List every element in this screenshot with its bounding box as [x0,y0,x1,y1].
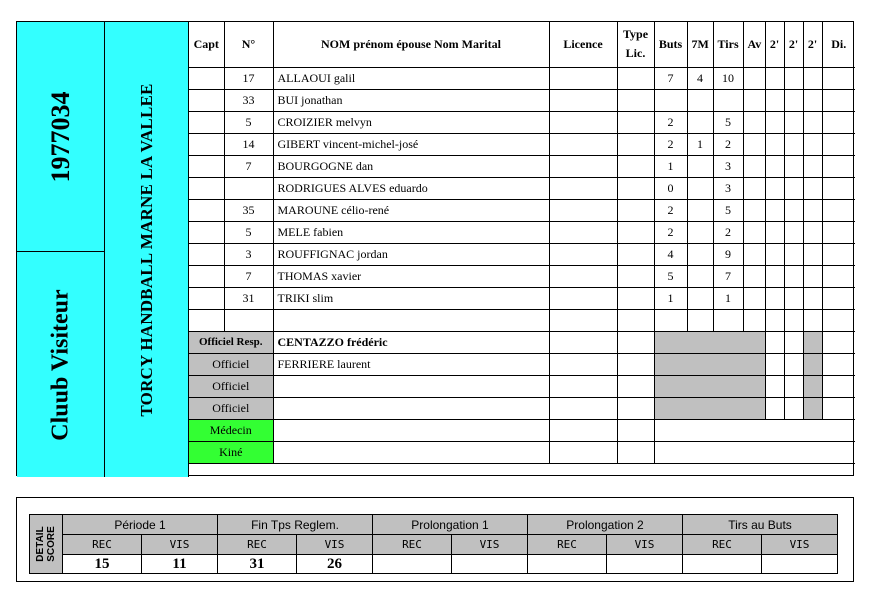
club-visitor-label: Cluub Visiteur [47,288,73,441]
player-number[interactable]: 7 [224,155,273,177]
player-row [189,67,855,89]
disabled-cell [654,375,765,397]
sevenm-cell[interactable] [687,177,713,199]
buts-cell[interactable]: 5 [654,265,687,287]
two-min-cell[interactable] [803,287,822,309]
di-cell[interactable] [822,155,855,177]
av-cell[interactable] [743,221,765,243]
di-cell[interactable] [822,331,855,353]
buts-cell[interactable]: 4 [654,243,687,265]
type-lic-cell[interactable] [617,221,654,243]
two-min-cell[interactable] [784,331,803,353]
player-row [189,265,855,287]
player-number[interactable] [224,177,273,199]
player-row [189,221,855,243]
av-cell[interactable] [743,265,765,287]
buts-cell[interactable]: 1 [654,287,687,309]
av-cell[interactable] [743,111,765,133]
licence-cell[interactable] [549,265,617,287]
club-code-panel [17,22,105,252]
sevenm-cell[interactable] [687,243,713,265]
capt-cell[interactable] [189,199,224,221]
av-cell[interactable] [743,199,765,221]
two-min-cell[interactable] [765,375,784,397]
detail-label-line2: SCORE [46,526,57,562]
tirs-cell[interactable]: 5 [713,199,743,221]
player-name[interactable]: ALLAOUI galil [273,67,549,89]
header-7m: 7M [687,22,713,67]
player-name[interactable]: RODRIGUES ALVES eduardo [273,177,549,199]
score-rec-value[interactable] [373,555,452,574]
header-di: Di. [822,22,855,67]
buts-cell[interactable]: 2 [654,133,687,155]
licence-cell[interactable] [549,133,617,155]
score-vis-value[interactable] [762,555,838,574]
two-min-cell[interactable] [784,67,803,89]
av-cell[interactable] [743,287,765,309]
official-row [189,331,855,353]
disabled-cell [803,353,822,375]
official-row [189,375,855,397]
disabled-cell [654,353,765,375]
score-rec-value[interactable] [683,555,762,574]
empty-cell[interactable] [713,309,743,331]
two-min-cell[interactable] [765,287,784,309]
club-code: 1977034 [45,91,75,182]
tirs-cell[interactable]: 5 [713,111,743,133]
player-number[interactable]: 3 [224,243,273,265]
tirs-cell[interactable]: 7 [713,265,743,287]
staff-row [189,419,855,441]
two-min-cell[interactable] [765,265,784,287]
av-cell[interactable] [743,177,765,199]
official-row [189,397,855,419]
type-lic-cell[interactable] [617,419,654,441]
sevenm-cell[interactable] [687,287,713,309]
official-name[interactable] [273,397,549,419]
di-cell[interactable] [822,243,855,265]
type-lic-cell[interactable] [617,67,654,89]
player-number[interactable]: 14 [224,133,273,155]
licence-cell[interactable] [549,177,617,199]
period-header: Prolongation 1 [373,515,528,535]
buts-cell[interactable]: 0 [654,177,687,199]
tirs-cell[interactable]: 1 [713,287,743,309]
player-row [189,243,855,265]
player-row [189,133,855,155]
sevenm-cell[interactable]: 1 [687,133,713,155]
type-lic-cell[interactable] [617,111,654,133]
staff-row [189,441,855,463]
type-lic-cell[interactable] [617,287,654,309]
vis-label: VIS [607,535,683,555]
player-row [189,177,855,199]
two-min-cell[interactable] [803,199,822,221]
disabled-cell [803,397,822,419]
header-av: Av [743,22,765,67]
two-min-cell[interactable] [765,353,784,375]
empty-row [189,309,855,331]
two-min-cell[interactable] [784,133,803,155]
official-name[interactable]: CENTAZZO frédéric [273,331,549,353]
player-row [189,155,855,177]
two-min-cell[interactable] [765,133,784,155]
player-name[interactable]: GIBERT vincent-michel-josé [273,133,549,155]
score-vis-value[interactable]: 26 [297,555,373,574]
empty-cell[interactable] [784,309,803,331]
disabled-cell [654,397,765,419]
detail-label-line1: DETAIL [35,526,46,562]
av-cell[interactable] [743,89,765,111]
av-cell[interactable] [743,67,765,89]
two-min-cell[interactable] [803,111,822,133]
period-header: Période 1 [63,515,218,535]
period-header: Tirs au Buts [683,515,838,535]
empty-cell[interactable] [549,309,617,331]
player-row [189,287,855,309]
detail-score-label-cell [30,515,63,574]
two-min-cell[interactable] [765,111,784,133]
score-vis-value[interactable] [607,555,683,574]
licence-cell[interactable] [549,441,617,463]
tirs-cell[interactable]: 10 [713,67,743,89]
two-min-cell[interactable] [803,67,822,89]
sevenm-cell[interactable] [687,221,713,243]
rec-label: REC [218,535,297,555]
capt-cell[interactable] [189,89,224,111]
licence-cell[interactable] [549,199,617,221]
period-header: Fin Tps Reglem. [218,515,373,535]
buts-cell[interactable]: 7 [654,67,687,89]
player-name[interactable]: CROIZIER melvyn [273,111,549,133]
official-label: Officiel Resp. [189,331,273,353]
official-row [189,353,855,375]
sevenm-cell[interactable] [687,155,713,177]
disabled-cell [654,331,765,353]
type-lic-cell[interactable] [617,177,654,199]
di-cell[interactable] [822,133,855,155]
di-cell[interactable] [822,111,855,133]
two-min-cell[interactable] [784,199,803,221]
player-number[interactable]: 7 [224,265,273,287]
empty-cell[interactable] [687,309,713,331]
sevenm-cell[interactable] [687,89,713,111]
type-lic-cell[interactable] [617,397,654,419]
tirs-cell[interactable]: 3 [713,155,743,177]
roster-grid [189,22,855,477]
staff-label: Médecin [189,419,273,441]
two-min-cell[interactable] [803,89,822,111]
official-name[interactable]: FERRIERE laurent [273,353,549,375]
two-min-cell[interactable] [784,89,803,111]
official-label: Officiel [189,353,273,375]
header-number: N° [224,22,273,67]
di-cell[interactable] [822,397,855,419]
staff-label: Kiné [189,441,273,463]
score-rec-value[interactable] [528,555,607,574]
two-min-cell[interactable] [765,89,784,111]
staff-name[interactable] [273,441,549,463]
capt-cell[interactable] [189,265,224,287]
licence-cell[interactable] [549,353,617,375]
capt-cell[interactable] [189,155,224,177]
two-min-cell[interactable] [784,397,803,419]
score-vis-value[interactable]: 11 [142,555,218,574]
type-lic-cell[interactable] [617,155,654,177]
staff-extra-cell[interactable] [654,419,855,441]
empty-cell[interactable] [654,309,687,331]
two-min-cell[interactable] [784,155,803,177]
two-min-cell[interactable] [784,221,803,243]
staff-name[interactable] [273,419,549,441]
rec-label: REC [63,535,142,555]
two-min-cell[interactable] [784,375,803,397]
two-min-cell[interactable] [784,243,803,265]
buts-cell[interactable]: 2 [654,199,687,221]
player-row [189,89,855,111]
av-cell[interactable] [743,133,765,155]
buts-cell[interactable]: 2 [654,221,687,243]
two-min-cell[interactable] [784,177,803,199]
av-cell[interactable] [743,155,765,177]
di-cell[interactable] [822,177,855,199]
di-cell[interactable] [822,375,855,397]
header-capt: Capt [189,22,224,67]
tirs-cell[interactable]: 9 [713,243,743,265]
type-lic-cell[interactable] [617,243,654,265]
di-cell[interactable] [822,221,855,243]
capt-cell[interactable] [189,67,224,89]
type-lic-cell[interactable] [617,133,654,155]
sevenm-cell[interactable] [687,265,713,287]
score-rec-value[interactable]: 31 [218,555,297,574]
type-lic-cell[interactable] [617,375,654,397]
licence-cell[interactable] [549,155,617,177]
di-cell[interactable] [822,287,855,309]
rec-label: REC [683,535,762,555]
empty-cell[interactable] [189,309,224,331]
buts-cell[interactable]: 2 [654,111,687,133]
empty-cell[interactable] [803,309,822,331]
vis-label: VIS [762,535,838,555]
empty-cell[interactable] [743,309,765,331]
official-label: Officiel [189,375,273,397]
di-cell[interactable] [822,89,855,111]
header-2min-3: 2' [803,22,822,67]
rec-label: REC [528,535,607,555]
tirs-cell[interactable]: 2 [713,133,743,155]
player-row [189,199,855,221]
player-name[interactable]: TRIKI slim [273,287,549,309]
two-min-cell[interactable] [784,111,803,133]
score-detail-box [16,497,854,582]
player-number[interactable]: 17 [224,67,273,89]
team-sheet [16,21,854,476]
tirs-cell[interactable]: 2 [713,221,743,243]
period-header: Prolongation 2 [528,515,683,535]
player-name[interactable]: MAROUNE célio-rené [273,199,549,221]
club-visitor-panel [17,252,105,477]
vis-label: VIS [452,535,528,555]
two-min-cell[interactable] [803,177,822,199]
capt-cell[interactable] [189,243,224,265]
two-min-cell[interactable] [765,331,784,353]
capt-cell[interactable] [189,111,224,133]
licence-cell[interactable] [549,111,617,133]
two-min-cell[interactable] [765,177,784,199]
licence-cell[interactable] [549,67,617,89]
player-name[interactable]: ROUFFIGNAC jordan [273,243,549,265]
empty-cell[interactable] [273,309,549,331]
di-cell[interactable] [822,67,855,89]
two-min-cell[interactable] [784,353,803,375]
type-lic-cell[interactable] [617,441,654,463]
di-cell[interactable] [822,353,855,375]
empty-cell[interactable] [617,309,654,331]
two-min-cell[interactable] [765,155,784,177]
club-name-panel [105,22,189,477]
sevenm-cell[interactable] [687,199,713,221]
di-cell[interactable] [822,265,855,287]
player-name[interactable]: BOURGOGNE dan [273,155,549,177]
licence-cell[interactable] [549,287,617,309]
player-row [189,111,855,133]
two-min-cell[interactable] [803,243,822,265]
roster-header-row [189,22,855,67]
capt-cell[interactable] [189,133,224,155]
two-min-cell[interactable] [803,133,822,155]
header-2min-2: 2' [784,22,803,67]
licence-cell[interactable] [549,397,617,419]
two-min-cell[interactable] [803,265,822,287]
licence-cell[interactable] [549,243,617,265]
detail-score-label [35,526,57,562]
licence-cell[interactable] [549,419,617,441]
vis-label: VIS [297,535,373,555]
official-name[interactable] [273,375,549,397]
club-name: TORCY HANDBALL MARNE LA VALLEE [136,82,156,417]
type-lic-cell[interactable] [617,265,654,287]
header-name: NOM prénom épouse Nom Marital [273,22,549,67]
header-licence: Licence [549,22,617,67]
score-vis-value[interactable] [452,555,528,574]
two-min-cell[interactable] [784,265,803,287]
two-min-cell[interactable] [803,221,822,243]
capt-cell[interactable] [189,221,224,243]
header-2min-1: 2' [765,22,784,67]
two-min-cell[interactable] [765,397,784,419]
score-rec-value[interactable]: 15 [63,555,142,574]
header-buts: Buts [654,22,687,67]
two-min-cell[interactable] [803,155,822,177]
capt-cell[interactable] [189,287,224,309]
two-min-cell[interactable] [765,67,784,89]
two-min-cell[interactable] [784,287,803,309]
player-number[interactable]: 5 [224,111,273,133]
staff-extra-cell[interactable] [654,441,855,463]
type-lic-cell[interactable] [617,353,654,375]
official-label: Officiel [189,397,273,419]
player-number[interactable]: 33 [224,89,273,111]
player-name[interactable]: BUI jonathan [273,89,549,111]
type-lic-cell[interactable] [617,331,654,353]
empty-cell[interactable] [765,309,784,331]
di-cell[interactable] [822,199,855,221]
vis-label: VIS [142,535,218,555]
player-number[interactable]: 5 [224,221,273,243]
licence-cell[interactable] [549,375,617,397]
empty-cell[interactable] [822,309,855,331]
buts-cell[interactable] [654,89,687,111]
header-tirs: Tirs [713,22,743,67]
licence-cell[interactable] [549,331,617,353]
two-min-cell[interactable] [765,199,784,221]
disabled-cell [803,331,822,353]
av-cell[interactable] [743,243,765,265]
rec-label: REC [373,535,452,555]
type-lic-cell[interactable] [617,199,654,221]
disabled-cell [803,375,822,397]
two-min-cell[interactable] [765,221,784,243]
buts-cell[interactable]: 1 [654,155,687,177]
type-lic-cell[interactable] [617,89,654,111]
two-min-cell[interactable] [765,243,784,265]
player-name[interactable]: MELE fabien [273,221,549,243]
tirs-cell[interactable] [713,89,743,111]
tirs-cell[interactable]: 3 [713,177,743,199]
player-number[interactable]: 35 [224,199,273,221]
licence-cell[interactable] [549,221,617,243]
player-name[interactable]: THOMAS xavier [273,265,549,287]
licence-cell[interactable] [549,89,617,111]
player-number[interactable]: 31 [224,287,273,309]
empty-cell[interactable] [224,309,273,331]
sevenm-cell[interactable] [687,111,713,133]
capt-cell[interactable] [189,177,224,199]
header-type-lic: Type Lic. [617,22,654,67]
sevenm-cell[interactable]: 4 [687,67,713,89]
